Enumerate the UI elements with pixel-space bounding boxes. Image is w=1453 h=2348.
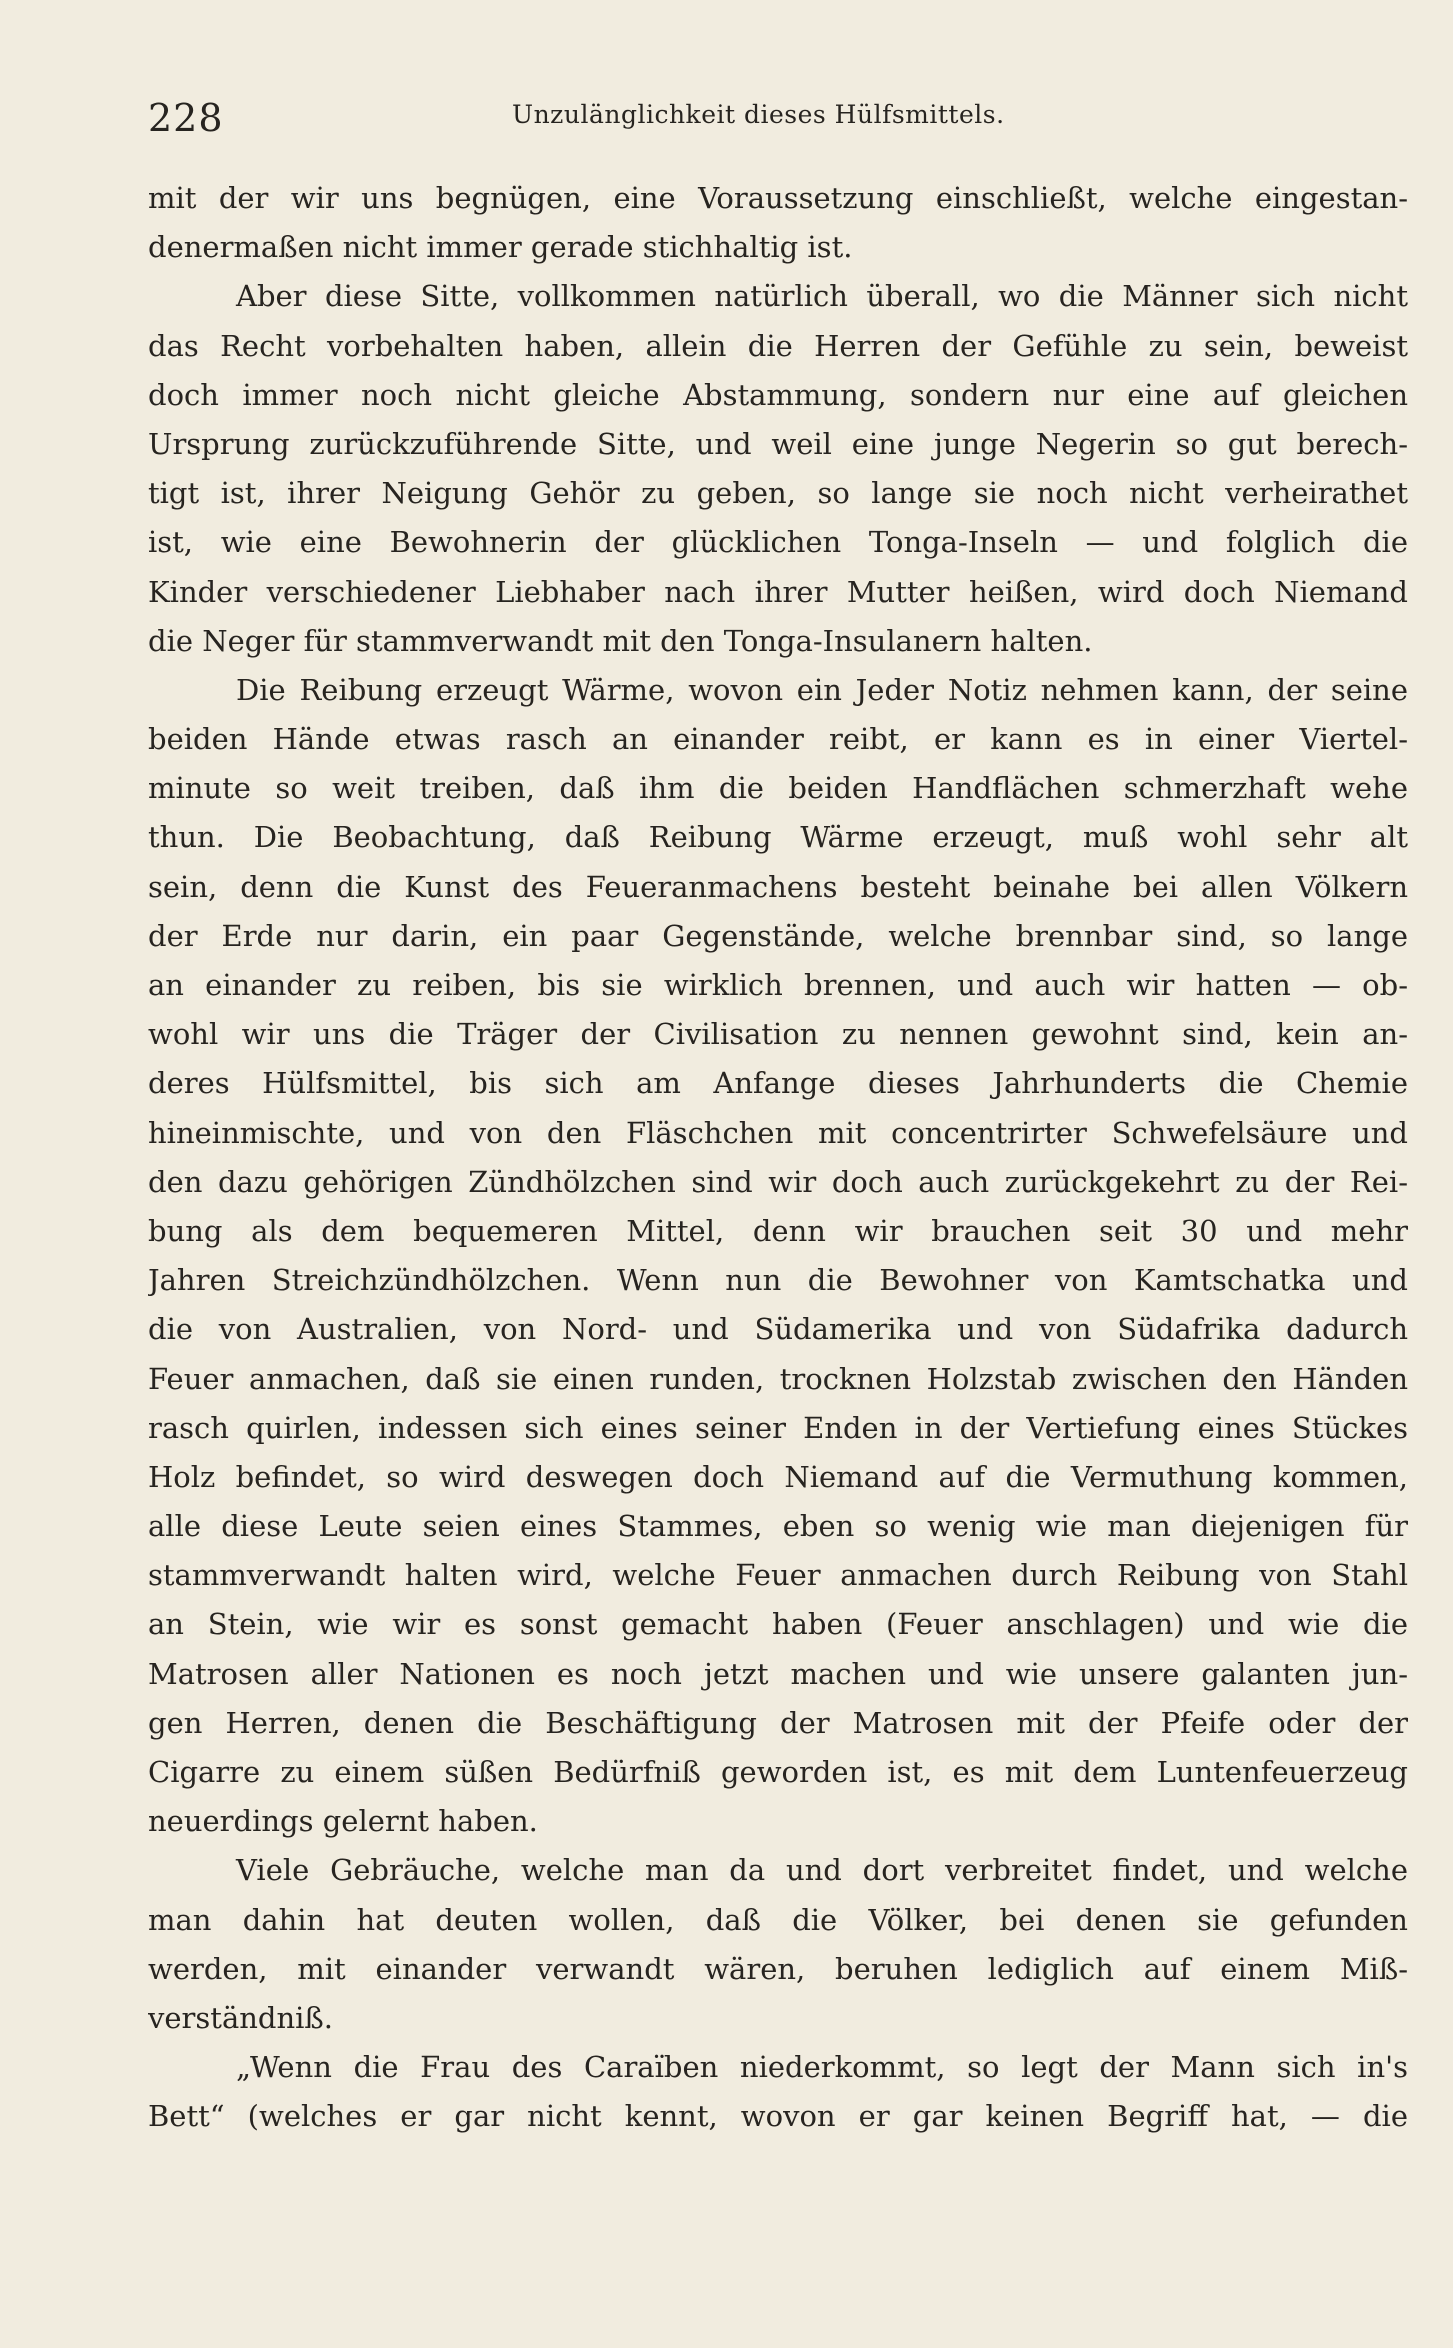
text-line: man dahin hat deuten wollen, daß die Völker, bei denen sie gefunden [148,1902,1408,1937]
running-head: Unzulänglichkeit dieses Hülfsmittels. [512,100,1005,129]
text-line: die von Australien, von Nord- und Südamerika und von Südafrika dadurch [148,1312,1408,1347]
text-line: an Stein, wie wir es sonst gemacht haben (Feuer anschlagen) und wie die [148,1607,1408,1642]
text-line: Aber diese Sitte, vollkommen natürlich überall, wo die Männer sich nicht [236,279,1408,314]
body-text [148,174,1408,2142]
text-line: sein, denn die Kunst des Feueranmachens besteht beinahe bei allen Völkern [148,869,1408,904]
text-line: deres Hülfsmittel, bis sich am Anfange dieses Jahrhunderts die Chemie [148,1066,1408,1101]
text-line: Die Reibung erzeugt Wärme, wovon ein Jeder Notiz nehmen kann, der seine [236,672,1408,707]
text-line: thun. Die Beobachtung, daß Reibung Wärme erzeugt, muß wohl sehr alt [148,820,1408,855]
page-header [148,96,1408,148]
text-line: neuerdings gelernt haben. [148,1804,538,1839]
text-line: Kinder verschiedener Liebhaber nach ihrer Mutter heißen, wird doch Niemand [148,574,1408,609]
text-line: wohl wir uns die Träger der Civilisation zu nennen gewohnt sind, kein an- [148,1017,1408,1052]
text-line: die Neger für stammverwandt mit den Tonga-Insulanern halten. [148,623,1093,658]
text-line: Jahren Streichzündhölzchen. Wenn nun die Bewohner von Kamtschatka und [148,1263,1408,1298]
text-line: rasch quirlen, indessen sich eines seiner Enden in der Vertiefung eines Stückes [148,1410,1408,1445]
text-line: „Wenn die Frau des Caraïben niederkommt, so legt der Mann sich in's [236,2050,1408,2085]
text-line: tigt ist, ihrer Neigung Gehör zu geben, so lange sie noch nicht verheirathet [148,476,1408,511]
text-line: Bett“ (welches er gar nicht kennt, wovon er gar keinen Begriff hat, — die [148,2099,1408,2134]
text-line: Matrosen aller Nationen es noch jetzt machen und wie unsere galanten jun- [148,1656,1408,1691]
text-line: Ursprung zurückzuführende Sitte, und weil eine junge Negerin so gut berech- [148,426,1408,461]
text-line: den dazu gehörigen Zündhölzchen sind wir doch auch zurückgekehrt zu der Rei- [148,1164,1408,1199]
text-line: bung als dem bequemeren Mittel, denn wir brauchen seit 30 und mehr [148,1213,1408,1248]
text-line: Viele Gebräuche, welche man da und dort verbreitet findet, und welche [236,1853,1408,1888]
text-line: Cigarre zu einem süßen Bedürfniß geworden ist, es mit dem Luntenfeuerzeug [148,1755,1408,1789]
text-line: das Recht vorbehalten haben, allein die Herren der Gefühle zu sein, beweist [148,328,1408,363]
text-line: beiden Hände etwas rasch an einander reibt, er kann es in einer Viertel- [148,722,1408,757]
text-line: Feuer anmachen, daß sie einen runden, trocknen Holzstab zwischen den Händen [148,1361,1408,1396]
text-line: an einander zu reiben, bis sie wirklich brennen, und auch wir hatten — ob- [148,968,1408,1002]
text-line: verständniß. [148,2000,334,2035]
text-line: alle diese Leute seien eines Stammes, eben so wenig wie man diejenigen für [148,1509,1408,1544]
text-line: mit der wir uns begnügen, eine Voraussetzung einschließt, welche eingestan- [148,181,1408,215]
text-line: stammverwandt halten wird, welche Feuer anmachen durch Reibung von Stahl [148,1558,1408,1593]
text-line: minute so weit treiben, daß ihm die beiden Handflächen schmerzhaft wehe [148,771,1408,806]
text-line: werden, mit einander verwandt wären, beruhen lediglich auf einem Miß- [148,1951,1408,1986]
text-line: doch immer noch nicht gleiche Abstammung, sondern nur eine auf gleichen [148,377,1408,412]
text-line: denermaßen nicht immer gerade stichhaltig ist. [148,230,853,265]
text-line: gen Herren, denen die Beschäftigung der Matrosen mit der Pfeife oder der [148,1705,1408,1740]
text-line: der Erde nur darin, ein paar Gegenstände, welche brennbar sind, so lange [148,918,1408,953]
text-line: ist, wie eine Bewohnerin der glücklichen Tonga-Inseln — und folglich die [148,525,1408,560]
page-number: 228 [148,96,224,140]
text-line: hineinmischte, und von den Fläschchen mit concentrirter Schwefelsäure und [148,1115,1408,1150]
text-line: Holz befindet, so wird deswegen doch Niemand auf die Vermuthung kommen, [148,1459,1408,1494]
